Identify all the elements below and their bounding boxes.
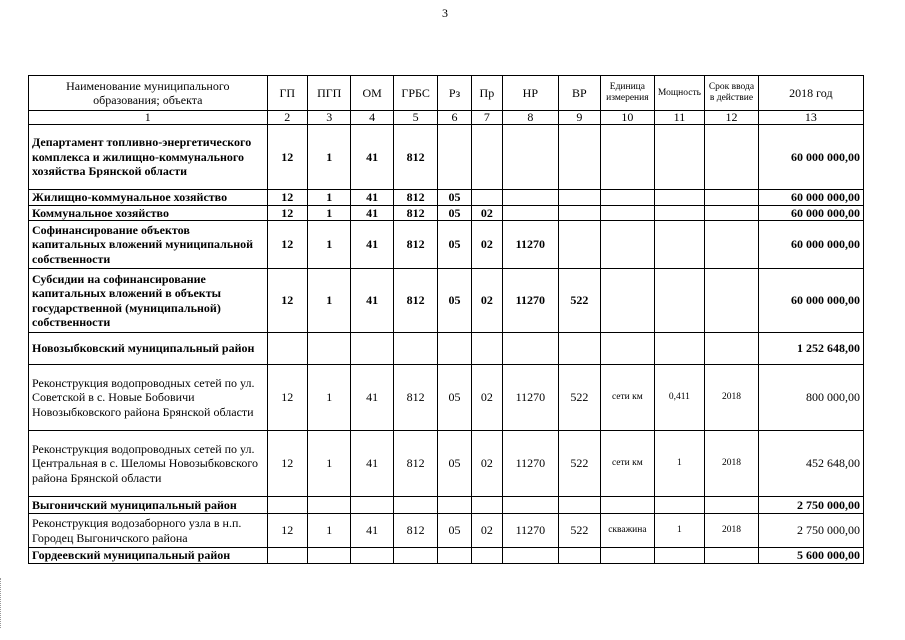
header-row	[29, 76, 864, 111]
col-number: 5	[393, 111, 437, 125]
cell-pgp	[307, 548, 350, 564]
cell-unit: сети км	[601, 431, 655, 497]
cell-pr: 02	[471, 431, 502, 497]
cell-unit	[601, 333, 655, 365]
table-row	[29, 548, 864, 564]
cell-amount: 60 000 000,00	[758, 190, 863, 206]
cell-om: 41	[351, 431, 393, 497]
cell-pr: 02	[471, 365, 502, 431]
cell-amount: 5 600 000,00	[758, 548, 863, 564]
cell-term: 2018	[705, 514, 759, 548]
cell-term	[705, 125, 759, 190]
cell-pr	[471, 125, 502, 190]
cell-power: 1	[654, 431, 705, 497]
cell-rz: 05	[438, 205, 471, 221]
cell-rz	[438, 548, 471, 564]
cell-name: Выгоничский муниципальный район	[29, 497, 268, 514]
cell-term	[705, 497, 759, 514]
cell-power	[654, 190, 705, 206]
cell-pr	[471, 497, 502, 514]
header-pgp: ПГП	[307, 76, 350, 111]
cell-name: Новозыбковский муниципальный район	[29, 333, 268, 365]
cell-amount: 2 750 000,00	[758, 497, 863, 514]
cell-unit	[601, 548, 655, 564]
table-row	[29, 514, 864, 548]
cell-name: Софинансирование объектов капитальных вложений муниципальной собственности	[29, 221, 268, 269]
cell-nr: 11270	[503, 365, 559, 431]
cell-gp: 12	[267, 269, 307, 333]
cell-gp: 12	[267, 431, 307, 497]
cell-vr: 522	[558, 431, 600, 497]
cell-term	[705, 548, 759, 564]
cell-grbs	[393, 548, 437, 564]
table-row	[29, 125, 864, 190]
col-number: 2	[267, 111, 307, 125]
cell-unit	[601, 190, 655, 206]
cell-rz: 05	[438, 514, 471, 548]
cell-rz: 05	[438, 365, 471, 431]
col-number: 6	[438, 111, 471, 125]
cell-gp: 12	[267, 190, 307, 206]
table-row	[29, 365, 864, 431]
table-row	[29, 497, 864, 514]
cell-pgp	[307, 497, 350, 514]
table-row	[29, 269, 864, 333]
cell-pgp: 1	[307, 125, 350, 190]
cell-term	[705, 221, 759, 269]
budget-table	[28, 75, 864, 564]
cell-unit	[601, 221, 655, 269]
cell-nr	[503, 548, 559, 564]
cell-pr: 02	[471, 205, 502, 221]
col-number: 7	[471, 111, 502, 125]
cell-nr: 11270	[503, 269, 559, 333]
cell-rz: 05	[438, 221, 471, 269]
cell-amount: 60 000 000,00	[758, 221, 863, 269]
cell-power	[654, 497, 705, 514]
cell-vr	[558, 205, 600, 221]
cell-power	[654, 269, 705, 333]
cell-unit	[601, 497, 655, 514]
cell-power	[654, 548, 705, 564]
cell-vr	[558, 190, 600, 206]
cell-grbs: 812	[393, 190, 437, 206]
cell-term: 2018	[705, 365, 759, 431]
scan-edge-mark	[0, 578, 4, 628]
cell-name: Коммунальное хозяйство	[29, 205, 268, 221]
header-power: Мощность	[654, 76, 705, 111]
header-vr: ВР	[558, 76, 600, 111]
cell-name: Департамент топливно-энергетического комплекса и жилищно-коммунального хозяйства Брянской области	[29, 125, 268, 190]
header-rz: Рз	[438, 76, 471, 111]
cell-name: Реконструкция водозаборного узла в н.п. Городец Выгоничского района	[29, 514, 268, 548]
cell-gp: 12	[267, 205, 307, 221]
header-year: 2018 год	[758, 76, 863, 111]
cell-vr: 522	[558, 269, 600, 333]
table-row	[29, 205, 864, 221]
table-row	[29, 431, 864, 497]
cell-pgp: 1	[307, 205, 350, 221]
col-number: 13	[758, 111, 863, 125]
cell-grbs: 812	[393, 514, 437, 548]
cell-om: 41	[351, 190, 393, 206]
col-number: 3	[307, 111, 350, 125]
cell-unit	[601, 205, 655, 221]
cell-rz	[438, 333, 471, 365]
cell-amount: 800 000,00	[758, 365, 863, 431]
cell-vr	[558, 548, 600, 564]
cell-term	[705, 205, 759, 221]
col-number: 8	[503, 111, 559, 125]
header-pr: Пр	[471, 76, 502, 111]
cell-gp: 12	[267, 125, 307, 190]
cell-amount: 1 252 648,00	[758, 333, 863, 365]
cell-pgp	[307, 333, 350, 365]
cell-unit	[601, 269, 655, 333]
header-nr: НР	[503, 76, 559, 111]
cell-pr: 02	[471, 221, 502, 269]
cell-om: 41	[351, 205, 393, 221]
header-term: Срок ввода в действие	[705, 76, 759, 111]
cell-term: 2018	[705, 431, 759, 497]
cell-grbs: 812	[393, 125, 437, 190]
cell-power	[654, 205, 705, 221]
col-number: 10	[601, 111, 655, 125]
cell-pr: 02	[471, 269, 502, 333]
cell-om: 41	[351, 269, 393, 333]
cell-pgp: 1	[307, 269, 350, 333]
cell-amount: 2 750 000,00	[758, 514, 863, 548]
cell-pgp: 1	[307, 514, 350, 548]
col-number: 11	[654, 111, 705, 125]
cell-pr	[471, 333, 502, 365]
col-number: 9	[558, 111, 600, 125]
cell-amount: 60 000 000,00	[758, 269, 863, 333]
cell-nr	[503, 190, 559, 206]
cell-grbs: 812	[393, 205, 437, 221]
cell-name: Гордеевский муниципальный район	[29, 548, 268, 564]
cell-grbs	[393, 497, 437, 514]
cell-power	[654, 333, 705, 365]
page-number: 3	[442, 6, 448, 20]
cell-gp: 12	[267, 514, 307, 548]
col-number: 12	[705, 111, 759, 125]
cell-nr: 11270	[503, 431, 559, 497]
cell-grbs: 812	[393, 269, 437, 333]
cell-grbs: 812	[393, 431, 437, 497]
cell-rz: 05	[438, 190, 471, 206]
cell-nr: 11270	[503, 514, 559, 548]
header-name: Наименование муниципального образования; объекта	[29, 76, 268, 111]
cell-pr: 02	[471, 514, 502, 548]
cell-pgp: 1	[307, 190, 350, 206]
cell-rz	[438, 125, 471, 190]
cell-power	[654, 125, 705, 190]
header-gp: ГП	[267, 76, 307, 111]
cell-amount: 60 000 000,00	[758, 205, 863, 221]
cell-vr: 522	[558, 514, 600, 548]
cell-unit: скважина	[601, 514, 655, 548]
cell-rz: 05	[438, 431, 471, 497]
cell-nr	[503, 497, 559, 514]
cell-om: 41	[351, 514, 393, 548]
cell-term	[705, 333, 759, 365]
header-grbs: ГРБС	[393, 76, 437, 111]
cell-unit	[601, 125, 655, 190]
cell-vr	[558, 125, 600, 190]
cell-nr: 11270	[503, 221, 559, 269]
column-numbers-row	[29, 111, 864, 125]
table-row	[29, 221, 864, 269]
cell-nr	[503, 333, 559, 365]
cell-name: Субсидии на софинансирование капитальных вложений в объекты государственной (муниципальной) собственности	[29, 269, 268, 333]
cell-pgp: 1	[307, 431, 350, 497]
cell-pgp: 1	[307, 365, 350, 431]
cell-gp	[267, 497, 307, 514]
cell-power: 0,411	[654, 365, 705, 431]
cell-grbs	[393, 333, 437, 365]
cell-power: 1	[654, 514, 705, 548]
cell-vr	[558, 333, 600, 365]
table-row	[29, 190, 864, 206]
cell-name: Реконструкция водопроводных сетей по ул. Советской в с. Новые Бобовичи Новозыбковского района Брянской области	[29, 365, 268, 431]
cell-name: Жилищно-коммунальное хозяйство	[29, 190, 268, 206]
cell-nr	[503, 125, 559, 190]
cell-vr	[558, 497, 600, 514]
cell-name: Реконструкция водопроводных сетей по ул. Центральная в с. Шеломы Новозыбковского района Брянской области	[29, 431, 268, 497]
cell-pgp: 1	[307, 221, 350, 269]
cell-gp	[267, 333, 307, 365]
header-unit: Единица измерения	[601, 76, 655, 111]
cell-grbs: 812	[393, 221, 437, 269]
cell-gp: 12	[267, 221, 307, 269]
cell-term	[705, 190, 759, 206]
cell-rz	[438, 497, 471, 514]
header-om: ОМ	[351, 76, 393, 111]
cell-om	[351, 548, 393, 564]
cell-nr	[503, 205, 559, 221]
cell-amount: 60 000 000,00	[758, 125, 863, 190]
cell-power	[654, 221, 705, 269]
col-number: 1	[29, 111, 268, 125]
cell-om: 41	[351, 365, 393, 431]
cell-unit: сети км	[601, 365, 655, 431]
cell-om: 41	[351, 221, 393, 269]
cell-term	[705, 269, 759, 333]
cell-amount: 452 648,00	[758, 431, 863, 497]
cell-om: 41	[351, 125, 393, 190]
cell-grbs: 812	[393, 365, 437, 431]
cell-gp	[267, 548, 307, 564]
cell-vr: 522	[558, 365, 600, 431]
cell-pr	[471, 190, 502, 206]
table-row	[29, 333, 864, 365]
cell-vr	[558, 221, 600, 269]
cell-om	[351, 497, 393, 514]
col-number: 4	[351, 111, 393, 125]
cell-pr	[471, 548, 502, 564]
cell-gp: 12	[267, 365, 307, 431]
cell-om	[351, 333, 393, 365]
cell-rz: 05	[438, 269, 471, 333]
